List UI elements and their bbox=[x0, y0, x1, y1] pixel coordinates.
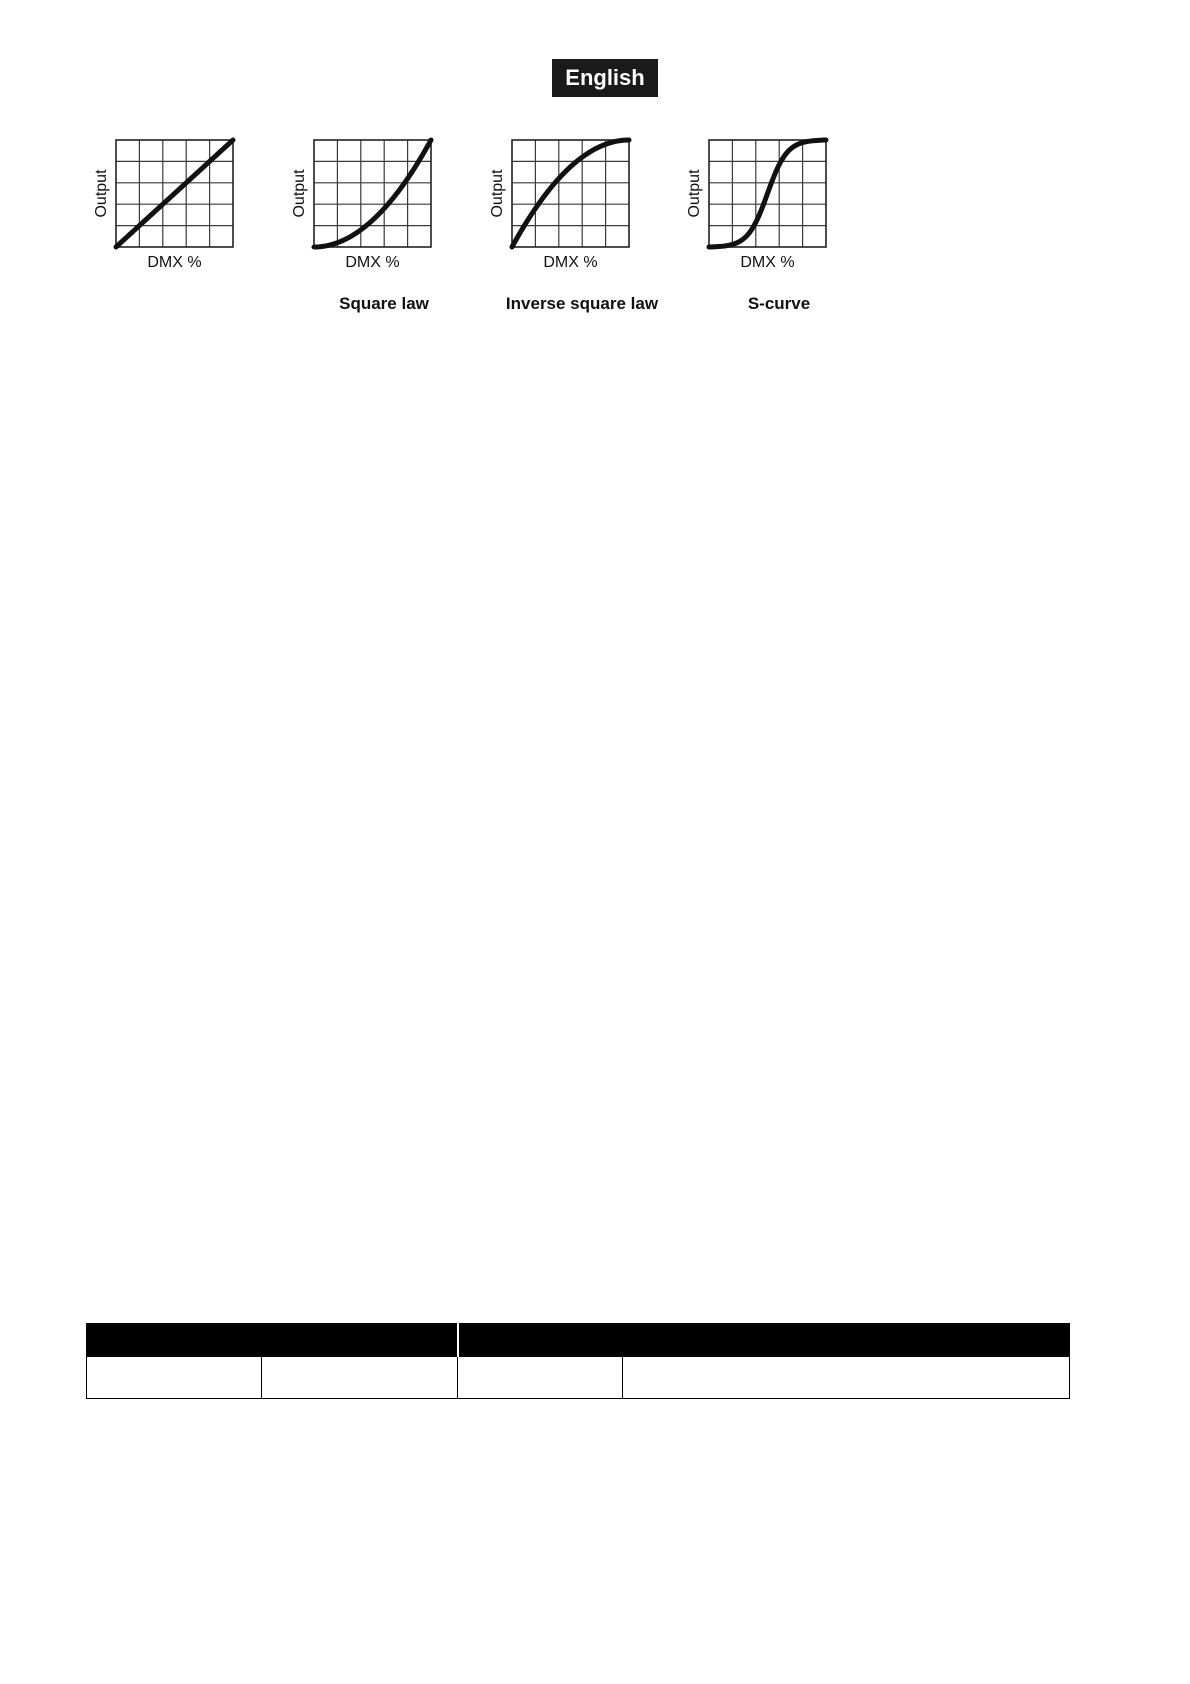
x-axis-label: DMX % bbox=[543, 254, 598, 271]
series-line bbox=[314, 140, 431, 247]
y-axis-label: Output bbox=[93, 169, 110, 218]
dimmer-curve-chart-s-curve bbox=[679, 140, 879, 340]
plot-frame bbox=[314, 140, 431, 247]
x-axis-label: DMX % bbox=[740, 254, 795, 271]
chart-svg bbox=[86, 140, 286, 280]
y-axis-label: Output bbox=[291, 169, 308, 218]
spec-table bbox=[86, 1323, 1070, 1399]
series-line bbox=[512, 140, 629, 247]
table-header-group bbox=[87, 1324, 458, 1357]
table-cell bbox=[623, 1357, 1070, 1399]
series-line bbox=[116, 140, 233, 247]
chart-caption: S-curve bbox=[747, 294, 811, 313]
dimmer-curve-chart-square-law bbox=[284, 140, 484, 340]
chart-svg bbox=[284, 140, 484, 280]
y-axis-label: Output bbox=[686, 169, 703, 218]
table-row bbox=[87, 1357, 1070, 1399]
dimmer-curve-chart-inverse-square-law bbox=[482, 140, 682, 340]
series-line bbox=[709, 140, 826, 247]
table-header-group bbox=[458, 1324, 1070, 1357]
x-axis-label: DMX % bbox=[147, 254, 202, 271]
table-cell bbox=[87, 1357, 262, 1399]
dimmer-curve-chart-linear bbox=[86, 140, 286, 340]
chart-svg bbox=[482, 140, 682, 280]
chart-caption: Inverse square law bbox=[505, 294, 659, 313]
plot-frame bbox=[512, 140, 629, 247]
table-cell bbox=[262, 1357, 458, 1399]
language-badge: English bbox=[552, 59, 658, 97]
chart-caption: Square law bbox=[339, 294, 429, 313]
y-axis-label: Output bbox=[489, 169, 506, 218]
table-cell bbox=[458, 1357, 623, 1399]
chart-svg bbox=[679, 140, 879, 280]
table-header-row bbox=[87, 1324, 1070, 1357]
x-axis-label: DMX % bbox=[345, 254, 400, 271]
